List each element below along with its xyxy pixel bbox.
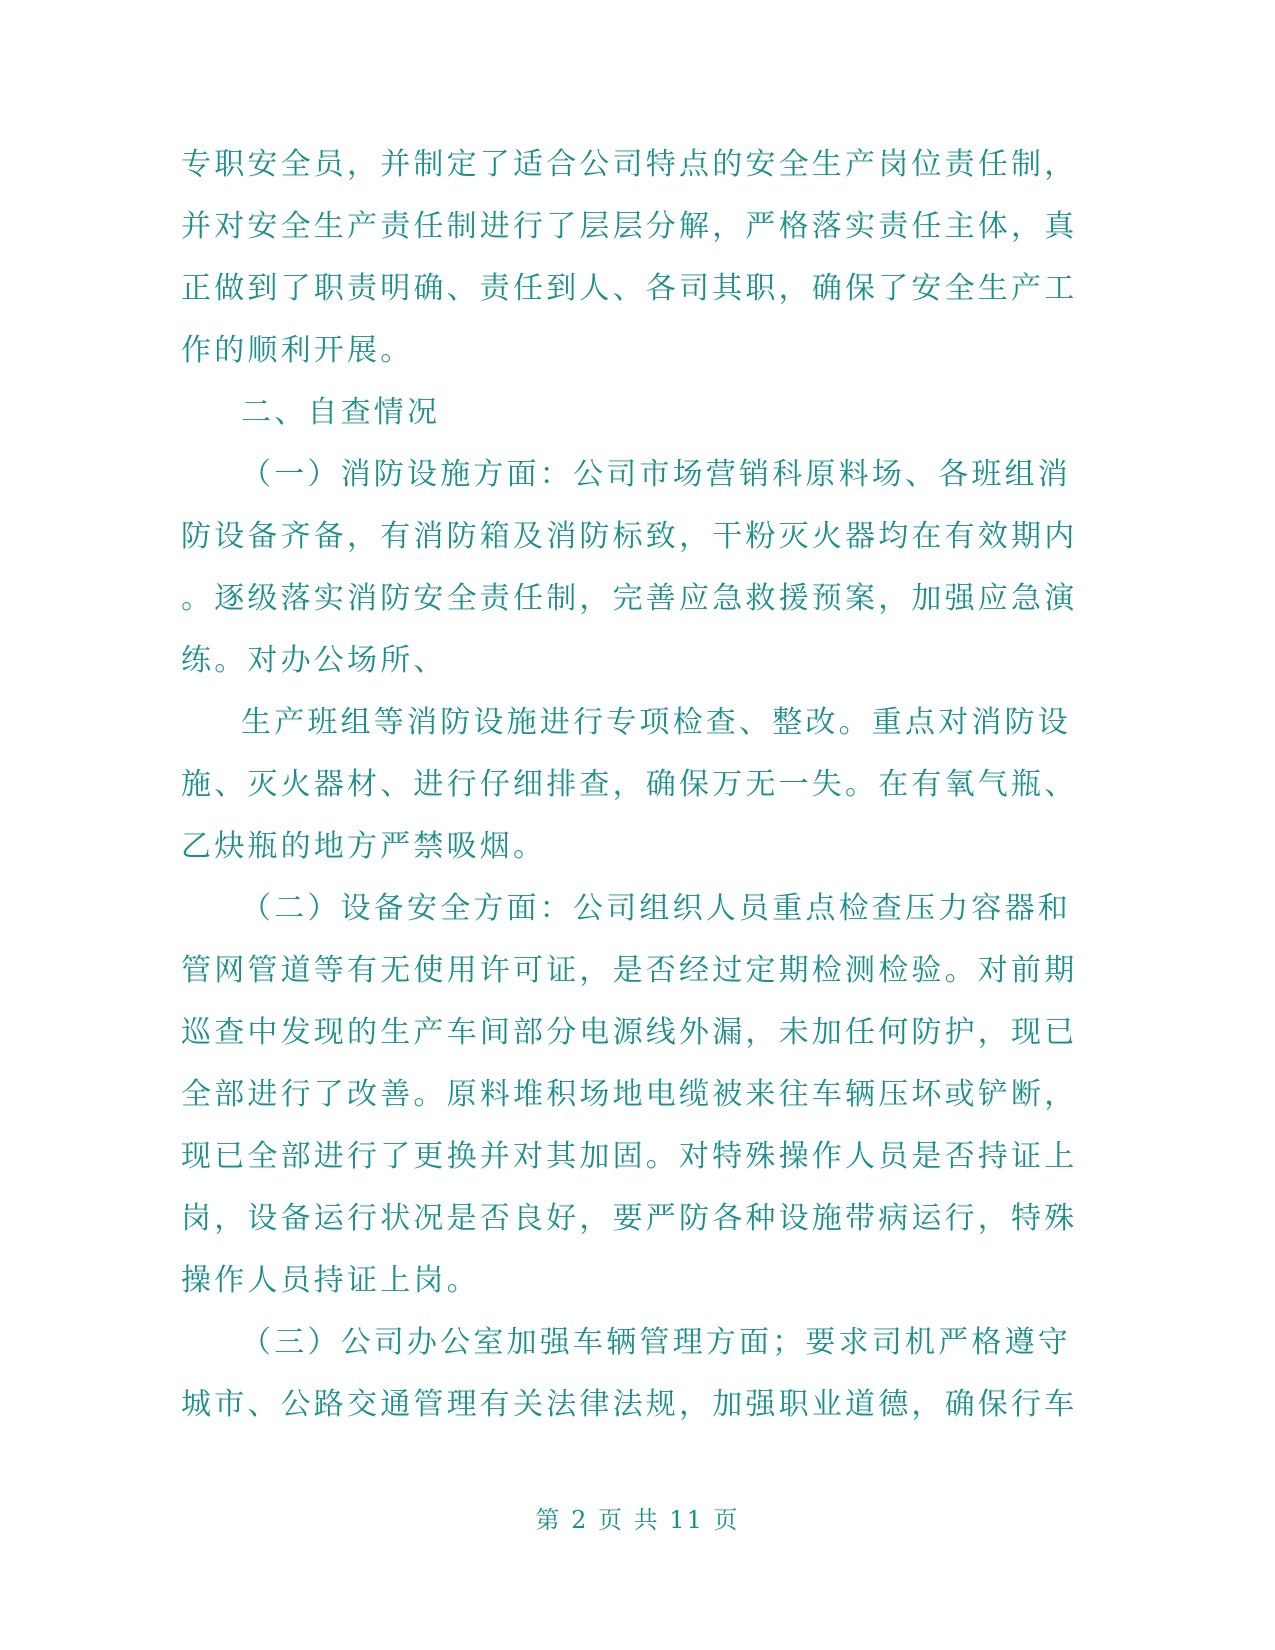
body-line-4: 作的顺利开展。 (181, 333, 414, 368)
body-line-7: 防设备齐备，有消防箱及消防标致，干粉灭火器均在有效期内 (181, 519, 1078, 554)
body-line-11: 施、灭火器材、进行仔细排查，确保万无一失。在有氧气瓶、 (181, 767, 1078, 802)
body-line-1: 专职安全员，并制定了适合公司特点的安全生产岗位责任制， (181, 147, 1078, 182)
body-line-8: 。逐级落实消防安全责任制，完善应急救援预案，加强应急演 (181, 581, 1078, 616)
body-line-19: 操作人员持证上岗。 (181, 1263, 480, 1298)
body-line-2: 并对安全生产责任制进行了层层分解，严格落实责任主体，真 (181, 209, 1078, 244)
body-line-12: 乙炔瓶的地方严禁吸烟。 (181, 829, 547, 864)
body-line-3: 正做到了职责明确、责任到人、各司其职，确保了安全生产工 (181, 271, 1078, 306)
body-line-20: （三）公司办公室加强车辆管理方面；要求司机严格遵守 (241, 1325, 1071, 1360)
body-line-21: 城市、公路交通管理有关法律法规，加强职业道德，确保行车 (181, 1387, 1078, 1422)
body-line-13: （二）设备安全方面：公司组织人员重点检查压力容器和 (241, 891, 1071, 926)
body-line-18: 岗，设备运行状况是否良好，要严防各种设施带病运行，特殊 (181, 1201, 1078, 1236)
body-line-6: （一）消防设施方面：公司市场营销科原料场、各班组消 (241, 457, 1071, 492)
section-heading: 二、自查情况 (241, 395, 441, 430)
body-line-15: 巡查中发现的生产车间部分电源线外漏，未加任何防护，现已 (181, 1015, 1078, 1050)
body-line-14: 管网管道等有无使用许可证，是否经过定期检测检验。对前期 (181, 953, 1078, 988)
body-line-10: 生产班组等消防设施进行专项检查、整改。重点对消防设 (241, 705, 1071, 740)
body-line-9: 练。对办公场所、 (181, 643, 447, 678)
body-line-16: 全部进行了改善。原料堆积场地电缆被来往车辆压坏或铲断， (181, 1077, 1078, 1112)
body-line-17: 现已全部进行了更换并对其加固。对特殊操作人员是否持证上 (181, 1139, 1078, 1174)
page-number-footer: 第 2 页 共 11 页 (535, 1506, 740, 1534)
